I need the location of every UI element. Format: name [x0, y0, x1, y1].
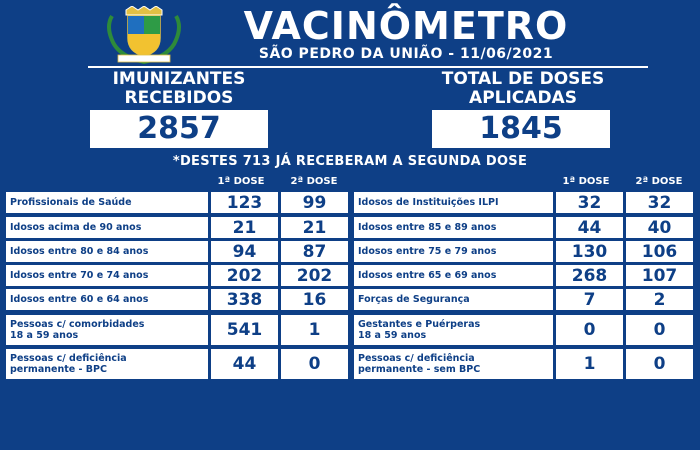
row-label: Profissionais de Saúde: [6, 192, 208, 213]
right-col-dose1-header: 1ª DOSE: [562, 176, 610, 187]
left-col-dose2-header: 2ª DOSE: [290, 176, 338, 187]
table-row: [6, 241, 348, 262]
applied-label: TOTAL DE DOSES APLICADAS: [441, 69, 605, 108]
table-row: [6, 289, 348, 310]
divider: [88, 66, 648, 68]
table-row: [354, 349, 693, 379]
table-row: [354, 241, 693, 262]
dose2-value: 2: [626, 289, 693, 310]
row-label: Pessoas c/ comorbidades 18 a 59 anos: [6, 315, 208, 345]
table-row: [6, 192, 348, 213]
left-col-dose1-header: 1ª DOSE: [217, 176, 265, 187]
dose1-value: 130: [556, 241, 623, 262]
dose1-value: 0: [556, 315, 623, 345]
dose2-value: 87: [281, 241, 348, 262]
dose2-value: 107: [626, 265, 693, 286]
row-label: Idosos de Instituições ILPI: [354, 192, 553, 213]
dose1-value: 541: [211, 315, 278, 345]
table-row: [6, 315, 348, 345]
dose2-value: 0: [626, 315, 693, 345]
dose1-value: 202: [211, 265, 278, 286]
dose2-value: 106: [626, 241, 693, 262]
row-label: Gestantes e Puérperas 18 a 59 anos: [354, 315, 553, 345]
row-label: Idosos entre 70 e 74 anos: [6, 265, 208, 286]
table-row: [354, 289, 693, 310]
page-title: VACINÔMETRO: [243, 4, 569, 48]
dose2-value: 202: [281, 265, 348, 286]
dose1-value: 7: [556, 289, 623, 310]
table-row: [354, 265, 693, 286]
dose2-value: 21: [281, 217, 348, 238]
dose1-value: 338: [211, 289, 278, 310]
municipal-crest-icon: [104, 6, 184, 64]
dose1-value: 1: [556, 349, 623, 379]
dose1-value: 32: [556, 192, 623, 213]
dose2-value: 1: [281, 315, 348, 345]
second-dose-note: *DESTES 713 JÁ RECEBERAM A SEGUNDA DOSE: [172, 154, 528, 169]
table-row: [6, 217, 348, 238]
table-row: [6, 265, 348, 286]
row-label: Idosos entre 60 e 64 anos: [6, 289, 208, 310]
row-label: Idosos entre 65 e 69 anos: [354, 265, 553, 286]
right-col-dose2-header: 2ª DOSE: [635, 176, 683, 187]
dose1-value: 44: [211, 349, 278, 379]
applied-value: 1845: [432, 110, 610, 148]
table-row: [354, 217, 693, 238]
row-label: Idosos entre 80 e 84 anos: [6, 241, 208, 262]
dose1-value: 21: [211, 217, 278, 238]
received-value: 2857: [90, 110, 268, 148]
dose2-value: 40: [626, 217, 693, 238]
dose2-value: 0: [626, 349, 693, 379]
received-label: IMUNIZANTES RECEBIDOS: [112, 69, 246, 108]
dose2-value: 99: [281, 192, 348, 213]
dose2-value: 32: [626, 192, 693, 213]
dose2-value: 0: [281, 349, 348, 379]
dose1-value: 44: [556, 217, 623, 238]
row-label: Idosos entre 75 e 79 anos: [354, 241, 553, 262]
row-label: Idosos entre 85 e 89 anos: [354, 217, 553, 238]
dose1-value: 268: [556, 265, 623, 286]
row-label: Idosos acima de 90 anos: [6, 217, 208, 238]
dose1-value: 94: [211, 241, 278, 262]
row-label: Pessoas c/ deficiência permanente - sem BPC: [354, 349, 553, 379]
table-row: [6, 349, 348, 379]
dose1-value: 123: [211, 192, 278, 213]
dose2-value: 16: [281, 289, 348, 310]
row-label: Forças de Segurança: [354, 289, 553, 310]
table-row: [354, 192, 693, 213]
table-row: [354, 315, 693, 345]
page-subtitle: SÃO PEDRO DA UNIÃO - 11/06/2021: [258, 46, 554, 62]
row-label: Pessoas c/ deficiência permanente - BPC: [6, 349, 208, 379]
